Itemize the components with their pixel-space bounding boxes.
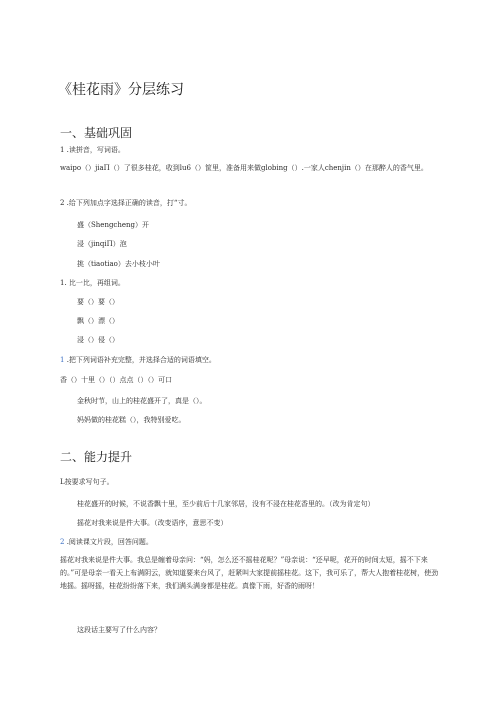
q4-instruction-line xyxy=(60,356,216,365)
q3-item: 浸（）侵（） xyxy=(77,336,119,344)
q1-pinyin-text: waipo（）jiaΠ（）了很多桂花，收到lu6（）筐里，准备用来做globing（）.一家人chenjin（）在那醉人的香气里。 xyxy=(60,164,428,172)
q3-item: 要（）要（） xyxy=(77,298,119,306)
q4-number: 1 xyxy=(60,356,65,364)
section-basic-heading: 一、基础巩固 xyxy=(60,126,133,140)
q4-word-list: 香（）十里（）（）点点（）（）可口 xyxy=(60,376,172,384)
s2-q1-item: 摇花对我来说是件大事。（改变语序，意思不变） xyxy=(77,519,228,527)
section-ability-heading: 二、能力提升 xyxy=(60,450,133,464)
q2-item: 挑（tiaotiao）去小枝小叶 xyxy=(77,260,160,268)
q4-instruction: .把下列词语补充完整，并选择合适的词语填空。 xyxy=(64,356,216,364)
q4-sentence: 金秋时节，山上的桂花盛开了，真是（）。 xyxy=(77,397,207,405)
reading-question: 这段话主要写了什么内容？ xyxy=(77,626,161,634)
q2-item: 盛（Shengcheng）开 xyxy=(77,221,149,229)
worksheet-title: 《桂花雨》分层练习 xyxy=(58,82,184,98)
q2-instruction: 2 .给下列加点字选择正确的读音，打“寸。 xyxy=(60,199,192,207)
reading-passage: 摇花对我来说是件大事。我总是缠着母亲问：“妈，怎么还不摇桂花呢？”母亲说：“还早呢，花开的时间太短，摇不下来的。”可是母亲一看天上布满阴云，就知道要来台风了，赶紧叫大家提前摇桂花。这下，我可乐了，帮大人抱着桂花树，使劲地摇。摇呀摇，桂花纷纷落下来，我们满头满身都是桂花。真像下雨，好香的雨呀！ xyxy=(60,556,439,590)
q1-instruction: 1 .读拼音，写词语。 xyxy=(60,146,125,154)
s2-q1-instruction: L按要求写句子。 xyxy=(60,478,114,486)
s2-q2-number: 2 xyxy=(60,538,65,546)
s2-q1-item: 桂花盛开的时候，不说香飘十里，至少前后十几家邻居，没有不浸在桂花香里的。（改为肯定句） xyxy=(77,500,375,508)
q4-sentence: 妈妈做的桂花糕（），我特别爱吃。 xyxy=(77,416,186,424)
q2-item: 浸（jinqiΠ）泡 xyxy=(77,240,127,248)
s2-q2-instruction-line xyxy=(60,538,153,547)
q3-item: 飘（）漂（） xyxy=(77,317,119,325)
q3-instruction: 1. 比一比，再组词。 xyxy=(60,279,125,287)
s2-q2-instruction: .阅读课文片段，回答问题。 xyxy=(64,538,153,546)
